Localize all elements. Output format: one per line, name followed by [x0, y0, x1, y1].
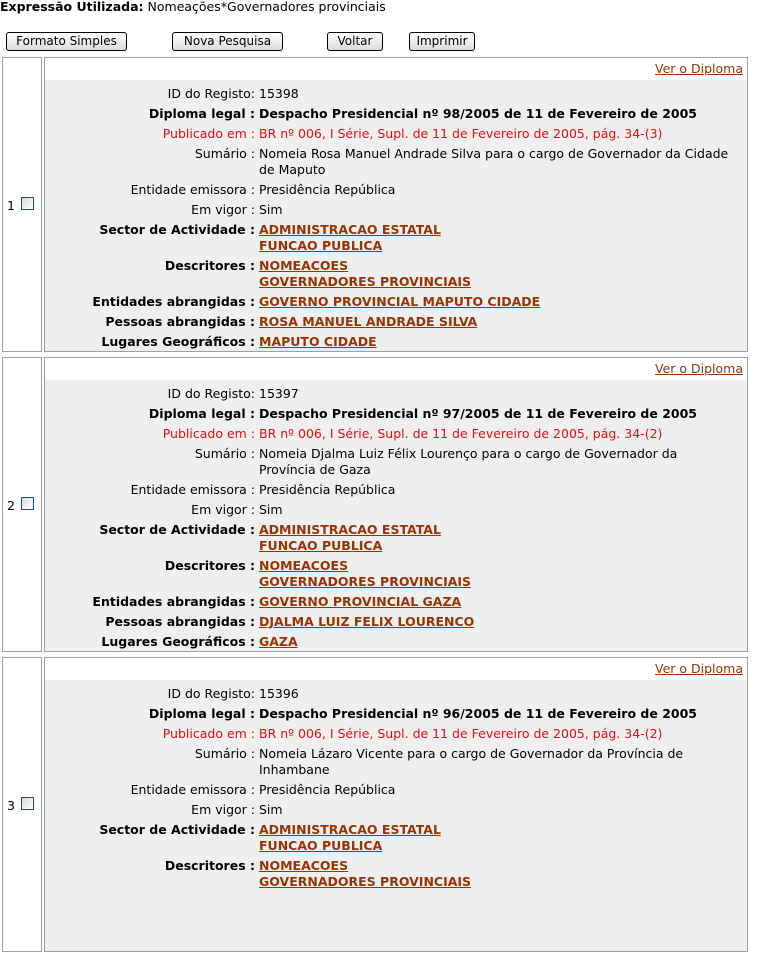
id-label: ID do Registo:: [167, 86, 255, 101]
record-header-band: [45, 658, 747, 680]
entity-value: Presidência República: [259, 182, 396, 197]
print-button[interactable]: Imprimir: [409, 32, 475, 51]
published-value: BR nº 006, I Série, Supl. de 11 de Fevereiro de 2005, pág. 34-(2): [259, 726, 663, 741]
places-label: Lugares Geográficos :: [101, 334, 255, 349]
toolbar: [0, 32, 758, 52]
simple-format-button[interactable]: Formato Simples: [6, 32, 127, 51]
diploma-label: Diploma legal :: [148, 406, 255, 421]
summary-value: Nomeia Lázaro Vicente para o cargo de Governador da Província de Inhambane: [259, 746, 684, 777]
descriptor-link[interactable]: NOMEACOES: [259, 258, 349, 273]
record-header-band: [45, 58, 747, 80]
record-select-checkbox[interactable]: [21, 797, 34, 810]
entity-link[interactable]: GOVERNO PROVINCIAL GAZA: [259, 594, 462, 609]
sector-link[interactable]: ADMINISTRACAO ESTATAL: [259, 222, 441, 237]
expression-label: Expressão Utilizada:: [0, 0, 144, 14]
published-label: Publicado em :: [162, 426, 255, 441]
record-number-cell: [2, 57, 42, 352]
view-diploma-link[interactable]: Ver o Diploma: [655, 361, 743, 376]
back-button[interactable]: Voltar: [327, 32, 383, 51]
entity-value: Presidência República: [259, 482, 396, 497]
sector-link[interactable]: FUNCAO PUBLICA: [259, 538, 383, 553]
record-select-checkbox[interactable]: [21, 197, 34, 210]
results-list: [2, 57, 750, 957]
diploma-label: Diploma legal :: [148, 706, 255, 721]
record-header-band: [45, 358, 747, 380]
summary-value: Nomeia Rosa Manuel Andrade Silva para o cargo de Governador da Cidade de Maputo: [259, 146, 729, 177]
summary-label: Sumário :: [194, 146, 255, 161]
id-value: 15396: [259, 686, 299, 701]
places-label: Lugares Geográficos :: [101, 634, 255, 649]
place-link[interactable]: GAZA: [259, 634, 298, 649]
id-value: 15398: [259, 86, 299, 101]
record-number: 1: [7, 198, 15, 213]
sector-link[interactable]: ADMINISTRACAO ESTATAL: [259, 522, 441, 537]
record-select-checkbox[interactable]: [21, 497, 34, 510]
person-link[interactable]: DJALMA LUIZ FELIX LOURENCO: [259, 614, 475, 629]
descriptor-link[interactable]: GOVERNADORES PROVINCIAIS: [259, 574, 472, 589]
entity-label: Entidade emissora :: [130, 782, 255, 797]
place-link[interactable]: MAPUTO CIDADE: [259, 334, 377, 349]
expression-value: Nomeações*Governadores provinciais: [147, 0, 386, 14]
sector-link[interactable]: FUNCAO PUBLICA: [259, 238, 383, 253]
entities-label: Entidades abrangidas :: [92, 294, 255, 309]
id-label: ID do Registo:: [167, 386, 255, 401]
id-label: ID do Registo:: [167, 686, 255, 701]
result-record: [2, 57, 750, 356]
result-record: [2, 357, 750, 656]
in-force-value: Sim: [259, 802, 283, 817]
record-details: [44, 657, 748, 952]
diploma-value: Despacho Presidencial nº 96/2005 de 11 de Fevereiro de 2005: [259, 706, 697, 721]
in-force-value: Sim: [259, 502, 283, 517]
in-force-label: Em vigor :: [191, 502, 255, 517]
entity-value: Presidência República: [259, 782, 396, 797]
entities-label: Entidades abrangidas :: [92, 594, 255, 609]
sector-link[interactable]: FUNCAO PUBLICA: [259, 838, 383, 853]
id-value: 15397: [259, 386, 299, 401]
record-details: [44, 357, 748, 652]
descriptor-link[interactable]: GOVERNADORES PROVINCIAIS: [259, 874, 472, 889]
result-record: [2, 657, 750, 956]
entity-label: Entidade emissora :: [130, 482, 255, 497]
record-number-cell: [2, 657, 42, 952]
descriptors-label: Descritores :: [164, 858, 255, 873]
summary-label: Sumário :: [194, 746, 255, 761]
sector-label: Sector de Actividade :: [99, 522, 255, 537]
in-force-label: Em vigor :: [191, 802, 255, 817]
summary-value: Nomeia Djalma Luiz Félix Lourenço para o cargo de Governador da Província de Gaza: [259, 446, 678, 477]
in-force-value: Sim: [259, 202, 283, 217]
sector-label: Sector de Actividade :: [99, 822, 255, 837]
person-link[interactable]: ROSA MANUEL ANDRADE SILVA: [259, 314, 478, 329]
entity-label: Entidade emissora :: [130, 182, 255, 197]
persons-label: Pessoas abrangidas :: [105, 314, 255, 329]
entity-link[interactable]: GOVERNO PROVINCIAL MAPUTO CIDADE: [259, 294, 541, 309]
summary-label: Sumário :: [194, 446, 255, 461]
descriptor-link[interactable]: GOVERNADORES PROVINCIAIS: [259, 274, 472, 289]
diploma-value: Despacho Presidencial nº 97/2005 de 11 de Fevereiro de 2005: [259, 406, 697, 421]
published-value: BR nº 006, I Série, Supl. de 11 de Fevereiro de 2005, pág. 34-(2): [259, 426, 663, 441]
diploma-value: Despacho Presidencial nº 98/2005 de 11 de Fevereiro de 2005: [259, 106, 697, 121]
sector-link[interactable]: ADMINISTRACAO ESTATAL: [259, 822, 441, 837]
sector-label: Sector de Actividade :: [99, 222, 255, 237]
descriptor-link[interactable]: NOMEACOES: [259, 558, 349, 573]
new-search-button[interactable]: Nova Pesquisa: [172, 32, 283, 51]
in-force-label: Em vigor :: [191, 202, 255, 217]
expression-line: [0, 0, 386, 14]
descriptor-link[interactable]: NOMEACOES: [259, 858, 349, 873]
descriptors-label: Descritores :: [164, 558, 255, 573]
persons-label: Pessoas abrangidas :: [105, 614, 255, 629]
record-details: [44, 57, 748, 352]
record-number-cell: [2, 357, 42, 652]
view-diploma-link[interactable]: Ver o Diploma: [655, 661, 743, 676]
diploma-label: Diploma legal :: [148, 106, 255, 121]
published-value: BR nº 006, I Série, Supl. de 11 de Fevereiro de 2005, pág. 34-(3): [259, 126, 663, 141]
record-number: 3: [7, 798, 15, 813]
view-diploma-link[interactable]: Ver o Diploma: [655, 61, 743, 76]
published-label: Publicado em :: [162, 126, 255, 141]
record-number: 2: [7, 498, 15, 513]
descriptors-label: Descritores :: [164, 258, 255, 273]
published-label: Publicado em :: [162, 726, 255, 741]
